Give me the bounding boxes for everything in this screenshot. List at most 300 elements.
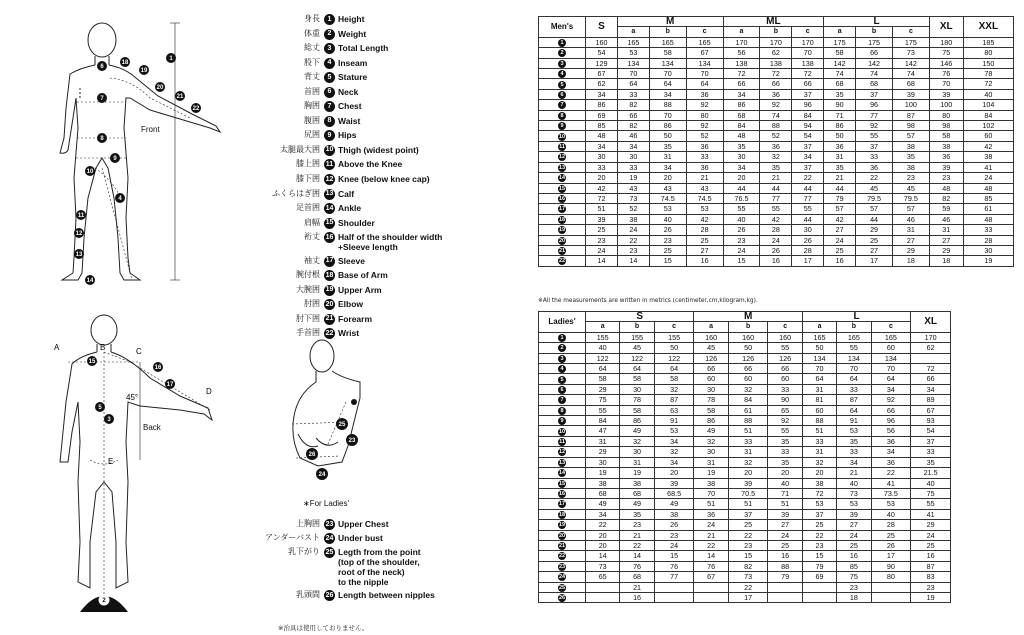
table-cell: 51 bbox=[586, 204, 618, 214]
table-cell: 170 bbox=[723, 37, 760, 47]
table-cell: 78 bbox=[694, 395, 728, 405]
table-cell: 60 bbox=[963, 131, 1013, 141]
table-cell: 58 bbox=[654, 374, 694, 384]
table-cell: 28 bbox=[792, 245, 824, 255]
table-cell: 86 bbox=[649, 121, 686, 131]
table-cell: 42 bbox=[760, 214, 792, 224]
table-cell: 90 bbox=[871, 561, 911, 571]
row-number-badge: 24 bbox=[558, 574, 566, 581]
table-cell: 86 bbox=[723, 100, 760, 110]
row-number-cell bbox=[539, 235, 586, 245]
legend-jp-label: 腹囲 bbox=[304, 115, 320, 125]
table-cell: 16 bbox=[686, 256, 723, 266]
table-cell: 47 bbox=[586, 426, 620, 436]
table-row bbox=[539, 110, 1014, 120]
table-cell: 35 bbox=[723, 141, 760, 151]
table-cell: 38 bbox=[892, 162, 929, 172]
legend-row bbox=[240, 87, 475, 98]
table-cell: 40 bbox=[871, 509, 911, 519]
table-cell: 54 bbox=[586, 48, 618, 58]
legend-row bbox=[240, 314, 475, 325]
table-row bbox=[539, 520, 951, 530]
svg-text:1: 1 bbox=[169, 56, 173, 62]
svg-text:25: 25 bbox=[338, 422, 346, 428]
svg-text:14: 14 bbox=[86, 278, 94, 284]
table-cell: 55 bbox=[837, 343, 871, 353]
angle-label: 45° bbox=[126, 393, 139, 402]
table-cell: 25 bbox=[871, 530, 911, 540]
point-a-label: A bbox=[54, 343, 60, 352]
svg-text:24: 24 bbox=[318, 472, 326, 478]
table-cell: 75 bbox=[911, 488, 951, 498]
legend-jp-label: 乳頭間 bbox=[296, 590, 320, 599]
row-number-cell bbox=[539, 225, 586, 235]
table-cell: 70 bbox=[792, 48, 824, 58]
table-cell: 58 bbox=[824, 48, 856, 58]
legend-en-label: Upper Arm bbox=[338, 284, 382, 295]
row-number-badge: 25 bbox=[558, 584, 566, 591]
row-number-badge: 12 bbox=[558, 449, 566, 456]
table-cell: 74 bbox=[856, 69, 893, 79]
row-number-badge: 4 bbox=[558, 70, 566, 78]
table-cell: 39 bbox=[837, 509, 871, 519]
table-cell: 90 bbox=[824, 100, 856, 110]
table-cell: 45 bbox=[620, 343, 654, 353]
table-cell: 33 bbox=[586, 162, 618, 172]
table-cell: 22 bbox=[728, 530, 768, 540]
table-cell: 96 bbox=[792, 100, 824, 110]
table-row bbox=[539, 183, 1014, 193]
table-cell: 53 bbox=[617, 48, 649, 58]
legend-en-label: Height bbox=[338, 14, 365, 24]
table-cell: 160 bbox=[728, 332, 768, 342]
table-cell: 53 bbox=[837, 426, 871, 436]
table-cell: 26 bbox=[649, 225, 686, 235]
back-label: Back bbox=[143, 423, 161, 432]
table-cell: 43 bbox=[649, 183, 686, 193]
table-cell: 64 bbox=[620, 364, 654, 374]
table-cell: 28 bbox=[871, 520, 911, 530]
table-cell: 55 bbox=[856, 131, 893, 141]
table-cell: 64 bbox=[617, 79, 649, 89]
table-cell: 51 bbox=[694, 499, 728, 509]
table-cell: 53 bbox=[802, 499, 836, 509]
row-number-badge: 21 bbox=[558, 543, 566, 550]
table-cell: 46 bbox=[892, 214, 929, 224]
marker-21 bbox=[175, 91, 185, 101]
table-cell: 21 bbox=[694, 530, 728, 540]
table-cell: 19 bbox=[963, 256, 1013, 266]
table-cell: 38 bbox=[586, 478, 620, 488]
row-number-cell bbox=[539, 572, 586, 582]
table-cell: 51 bbox=[728, 499, 768, 509]
table-cell: 16 bbox=[824, 256, 856, 266]
table-cell: 33 bbox=[802, 436, 836, 446]
marker-6 bbox=[97, 61, 107, 71]
table-row bbox=[539, 447, 951, 457]
table-cell: 40 bbox=[649, 214, 686, 224]
table-cell: 24 bbox=[963, 173, 1013, 183]
table-cell: 22 bbox=[620, 540, 654, 550]
table-cell: 51 bbox=[768, 499, 802, 509]
legend-number-badge: 5 bbox=[324, 72, 335, 83]
row-number-cell bbox=[539, 416, 586, 426]
table-header-row bbox=[539, 312, 951, 322]
table-cell: 91 bbox=[654, 416, 694, 426]
legend-jp-label: 上胸囲 bbox=[296, 519, 320, 528]
table-cell: 15 bbox=[654, 551, 694, 561]
marker-10 bbox=[85, 166, 95, 176]
legend-jp-label: 膝上囲 bbox=[296, 159, 320, 169]
table-cell: 56 bbox=[723, 48, 760, 58]
table-cell: 15 bbox=[649, 256, 686, 266]
table-cell: 22 bbox=[586, 520, 620, 530]
marker-2 bbox=[99, 595, 109, 605]
table-row bbox=[539, 353, 951, 363]
row-number-cell bbox=[539, 384, 586, 394]
legend-en-label: Inseam bbox=[338, 57, 368, 68]
table-cell: 74.5 bbox=[649, 193, 686, 203]
legend-number-badge: 1 bbox=[324, 14, 335, 25]
table-row bbox=[539, 426, 951, 436]
table-cell bbox=[586, 582, 620, 592]
table-cell: 68 bbox=[824, 79, 856, 89]
table-cell: 165 bbox=[686, 37, 723, 47]
table-cell: 24 bbox=[654, 540, 694, 550]
table-cell: 68 bbox=[892, 79, 929, 89]
table-cell: 84 bbox=[792, 110, 824, 120]
legend-jp-label: 首囲 bbox=[304, 86, 320, 96]
table-cell: 39 bbox=[929, 89, 963, 99]
legend-en-label: Elbow bbox=[338, 299, 364, 310]
marker-17 bbox=[165, 379, 175, 389]
legend-row bbox=[240, 116, 475, 127]
table-cell: 59 bbox=[929, 204, 963, 214]
table-cell: 37 bbox=[911, 436, 951, 446]
row-number-badge: 5 bbox=[558, 81, 566, 89]
table-cell: 74 bbox=[760, 110, 792, 120]
row-number-cell bbox=[539, 58, 586, 68]
table-cell: 38 bbox=[694, 478, 728, 488]
table-cell: 55 bbox=[792, 204, 824, 214]
table-cell: 44 bbox=[792, 214, 824, 224]
table-cell: 36 bbox=[686, 89, 723, 99]
table-cell: 23 bbox=[617, 245, 649, 255]
table-cell: 65 bbox=[768, 405, 802, 415]
row-number-cell bbox=[539, 343, 586, 353]
table-cell: 37 bbox=[792, 162, 824, 172]
table-cell: 185 bbox=[963, 37, 1013, 47]
table-cell: 21 bbox=[760, 173, 792, 183]
legend-number-badge: 7 bbox=[324, 101, 335, 112]
legend-en-label: Legth from the point (top of the shoulder, root of the neck) to the nipple bbox=[338, 547, 421, 587]
size-group-header: S bbox=[586, 17, 618, 38]
table-cell: 50 bbox=[654, 343, 694, 353]
table-cell: 61 bbox=[728, 405, 768, 415]
table-cell: 44 bbox=[824, 183, 856, 193]
row-number-cell bbox=[539, 131, 586, 141]
table-cell: 24 bbox=[723, 245, 760, 255]
table-cell: 66 bbox=[792, 79, 824, 89]
table-cell: 24 bbox=[586, 245, 618, 255]
point-c-label: C bbox=[136, 347, 142, 356]
table-cell: 34 bbox=[871, 384, 911, 394]
table-cell: 22 bbox=[694, 540, 728, 550]
table-cell: 142 bbox=[892, 58, 929, 68]
table-cell: 41 bbox=[963, 162, 1013, 172]
table-cell: 48 bbox=[963, 183, 1013, 193]
table-row bbox=[539, 478, 951, 488]
table-cell: 31 bbox=[892, 225, 929, 235]
table-cell: 21 bbox=[620, 582, 654, 592]
table-cell: 26 bbox=[760, 245, 792, 255]
legend-en-label: Knee (below knee cap) bbox=[338, 174, 430, 185]
table-cell: 38 bbox=[802, 478, 836, 488]
table-cell: 41 bbox=[871, 478, 911, 488]
table-cell: 80 bbox=[686, 110, 723, 120]
table-cell: 84 bbox=[963, 110, 1013, 120]
table-cell: 17 bbox=[871, 551, 911, 561]
table-cell bbox=[768, 592, 802, 602]
table-cell: 35 bbox=[768, 457, 802, 467]
table-cell: 27 bbox=[686, 245, 723, 255]
table-cell: 86 bbox=[694, 416, 728, 426]
size-group-header: M bbox=[617, 17, 723, 27]
svg-text:23: 23 bbox=[348, 438, 356, 444]
ladies-size-table bbox=[538, 311, 951, 603]
table-cell: 23 bbox=[586, 235, 618, 245]
table-cell: 88 bbox=[768, 561, 802, 571]
table-cell: 16 bbox=[760, 256, 792, 266]
table-header-row bbox=[539, 17, 1014, 27]
point-e-label: E bbox=[108, 457, 114, 466]
table-cell: 78 bbox=[620, 395, 654, 405]
table-cell: 24 bbox=[824, 235, 856, 245]
table-cell: 94 bbox=[792, 121, 824, 131]
table-cell: 27 bbox=[892, 235, 929, 245]
table-cell: 34 bbox=[723, 162, 760, 172]
table-cell: 21 bbox=[686, 173, 723, 183]
legend-row bbox=[240, 533, 480, 544]
table-cell: 71 bbox=[768, 488, 802, 498]
table-row bbox=[539, 561, 951, 571]
table-cell: 96 bbox=[871, 416, 911, 426]
table-cell: 54 bbox=[792, 131, 824, 141]
row-number-cell bbox=[539, 468, 586, 478]
table-cell: 40 bbox=[586, 343, 620, 353]
table-cell: 87 bbox=[837, 395, 871, 405]
table-cell: 33 bbox=[617, 162, 649, 172]
table-cell: 134 bbox=[871, 353, 911, 363]
table-cell: 16 bbox=[911, 551, 951, 561]
size-group-header: M bbox=[694, 312, 802, 322]
table-cell: 17 bbox=[856, 256, 893, 266]
row-number-cell bbox=[539, 173, 586, 183]
legend-jp-label: 背丈 bbox=[304, 72, 320, 82]
table-cell: 25 bbox=[728, 520, 768, 530]
table-cell: 35 bbox=[824, 162, 856, 172]
table-cell: 51 bbox=[728, 426, 768, 436]
legend-row bbox=[240, 43, 475, 54]
table-cell: 25 bbox=[768, 540, 802, 550]
table-cell: 85 bbox=[837, 561, 871, 571]
size-group-header: L bbox=[802, 312, 910, 322]
table-cell: 76.5 bbox=[723, 193, 760, 203]
size-subheader: a bbox=[617, 27, 649, 37]
table-cell: 36 bbox=[929, 152, 963, 162]
table-cell: 58 bbox=[620, 374, 654, 384]
legend-row bbox=[240, 232, 475, 252]
row-number-badge: 7 bbox=[558, 101, 566, 109]
table-cell: 68 bbox=[723, 110, 760, 120]
point-b-label: B bbox=[100, 343, 106, 352]
table-cell: 55 bbox=[760, 204, 792, 214]
row-number-cell bbox=[539, 183, 586, 193]
table-cell: 134 bbox=[686, 58, 723, 68]
table-cell: 45 bbox=[694, 343, 728, 353]
svg-text:22: 22 bbox=[192, 106, 200, 112]
table-cell: 36 bbox=[856, 162, 893, 172]
table-cell: 55 bbox=[768, 343, 802, 353]
legend-row bbox=[240, 145, 475, 156]
legend-number-badge: 16 bbox=[324, 232, 335, 243]
table-row bbox=[539, 468, 951, 478]
table-cell: 155 bbox=[586, 332, 620, 342]
table-cell: 100 bbox=[892, 100, 929, 110]
legend-number-badge: 26 bbox=[324, 590, 335, 601]
table-cell: 19 bbox=[617, 173, 649, 183]
table-cell: 165 bbox=[802, 332, 836, 342]
table-cell: 93 bbox=[911, 416, 951, 426]
table-cell: 15 bbox=[802, 551, 836, 561]
table-row bbox=[539, 89, 1014, 99]
table-cell: 35 bbox=[768, 436, 802, 446]
table-row bbox=[539, 416, 951, 426]
legend-jp-label: 大腕囲 bbox=[296, 284, 320, 294]
legend-jp-label: 胸囲 bbox=[304, 101, 320, 111]
metric-note: ※All the measurements are written in metrics (centimeter,cm,kilogram,kg). bbox=[538, 298, 758, 304]
table-cell: 25 bbox=[856, 235, 893, 245]
table-cell: 87 bbox=[892, 110, 929, 120]
size-subheader: b bbox=[649, 27, 686, 37]
table-cell bbox=[586, 592, 620, 602]
table-cell: 42 bbox=[686, 214, 723, 224]
table-cell: 78 bbox=[963, 69, 1013, 79]
marker-12 bbox=[74, 228, 84, 238]
table-cell: 55 bbox=[911, 499, 951, 509]
svg-text:15: 15 bbox=[88, 359, 96, 365]
table-cell: 58 bbox=[586, 374, 620, 384]
table-cell bbox=[768, 582, 802, 592]
table-cell: 20 bbox=[723, 173, 760, 183]
table-cell: 77 bbox=[654, 572, 694, 582]
row-number-badge: 8 bbox=[558, 112, 566, 120]
table-cell: 67 bbox=[586, 69, 618, 79]
table-cell: 126 bbox=[694, 353, 728, 363]
table-cell: 40 bbox=[768, 478, 802, 488]
marker-11 bbox=[76, 210, 86, 220]
table-cell: 170 bbox=[792, 37, 824, 47]
row-number-badge: 3 bbox=[558, 60, 566, 68]
size-subheader: b bbox=[837, 322, 871, 332]
table-cell: 73 bbox=[892, 48, 929, 58]
table-row bbox=[539, 245, 1014, 255]
table-cell: 96 bbox=[856, 100, 893, 110]
table-cell: 50 bbox=[649, 131, 686, 141]
table-cell: 175 bbox=[824, 37, 856, 47]
legend-row bbox=[240, 130, 475, 141]
table-cell: 28 bbox=[760, 225, 792, 235]
table-cell: 142 bbox=[856, 58, 893, 68]
table-cell: 60 bbox=[802, 405, 836, 415]
table-cell: 76 bbox=[694, 561, 728, 571]
table-cell: 69 bbox=[586, 110, 618, 120]
row-number-cell bbox=[539, 509, 586, 519]
table-cell: 64 bbox=[586, 364, 620, 374]
legend-jp-label: 肩幅 bbox=[304, 217, 320, 227]
table-cell: 64 bbox=[837, 405, 871, 415]
table-cell: 84 bbox=[586, 416, 620, 426]
table-cell: 29 bbox=[911, 520, 951, 530]
table-cell: 32 bbox=[694, 436, 728, 446]
table-cell: 41 bbox=[911, 509, 951, 519]
table-cell: 68.5 bbox=[654, 488, 694, 498]
size-subheader: b bbox=[760, 27, 792, 37]
table-cell: 36 bbox=[871, 457, 911, 467]
table-cell: 80 bbox=[871, 572, 911, 582]
table-cell: 138 bbox=[760, 58, 792, 68]
table-corner-label: Ladies' bbox=[539, 312, 586, 333]
table-cell: 23 bbox=[723, 235, 760, 245]
legend-number-badge: 10 bbox=[324, 145, 335, 156]
table-cell: 66 bbox=[911, 374, 951, 384]
size-subheader: c bbox=[792, 27, 824, 37]
legend-number-badge: 9 bbox=[324, 130, 335, 141]
table-cell: 73 bbox=[728, 572, 768, 582]
table-cell: 27 bbox=[856, 245, 893, 255]
legend-row bbox=[240, 328, 475, 339]
table-cell: 58 bbox=[649, 48, 686, 58]
table-cell: 66 bbox=[768, 364, 802, 374]
table-cell: 81 bbox=[802, 395, 836, 405]
table-cell: 30 bbox=[792, 225, 824, 235]
row-number-badge: 1 bbox=[558, 334, 566, 342]
legend-en-label: Half of the shoulder width +Sleeve length bbox=[338, 232, 443, 253]
table-cell: 22 bbox=[617, 235, 649, 245]
row-number-cell bbox=[539, 457, 586, 467]
table-cell: 32 bbox=[620, 436, 654, 446]
svg-text:21: 21 bbox=[176, 94, 184, 100]
table-cell: 70 bbox=[871, 364, 911, 374]
row-number-badge: 4 bbox=[558, 365, 566, 373]
table-cell: 48 bbox=[586, 131, 618, 141]
table-cell: 29 bbox=[892, 245, 929, 255]
row-number-badge: 15 bbox=[558, 480, 566, 487]
marker-18 bbox=[120, 57, 130, 67]
legend-row bbox=[240, 519, 480, 530]
table-cell: 146 bbox=[929, 58, 963, 68]
table-cell: 68 bbox=[586, 488, 620, 498]
row-number-badge: 1 bbox=[558, 39, 566, 47]
row-number-cell bbox=[539, 110, 586, 120]
table-cell: 52 bbox=[617, 204, 649, 214]
table-cell: 31 bbox=[694, 457, 728, 467]
legend-row bbox=[240, 270, 475, 281]
table-cell: 24 bbox=[837, 530, 871, 540]
table-cell: 80 bbox=[963, 48, 1013, 58]
row-number-cell bbox=[539, 540, 586, 550]
table-corner-label: Men's bbox=[539, 17, 586, 38]
